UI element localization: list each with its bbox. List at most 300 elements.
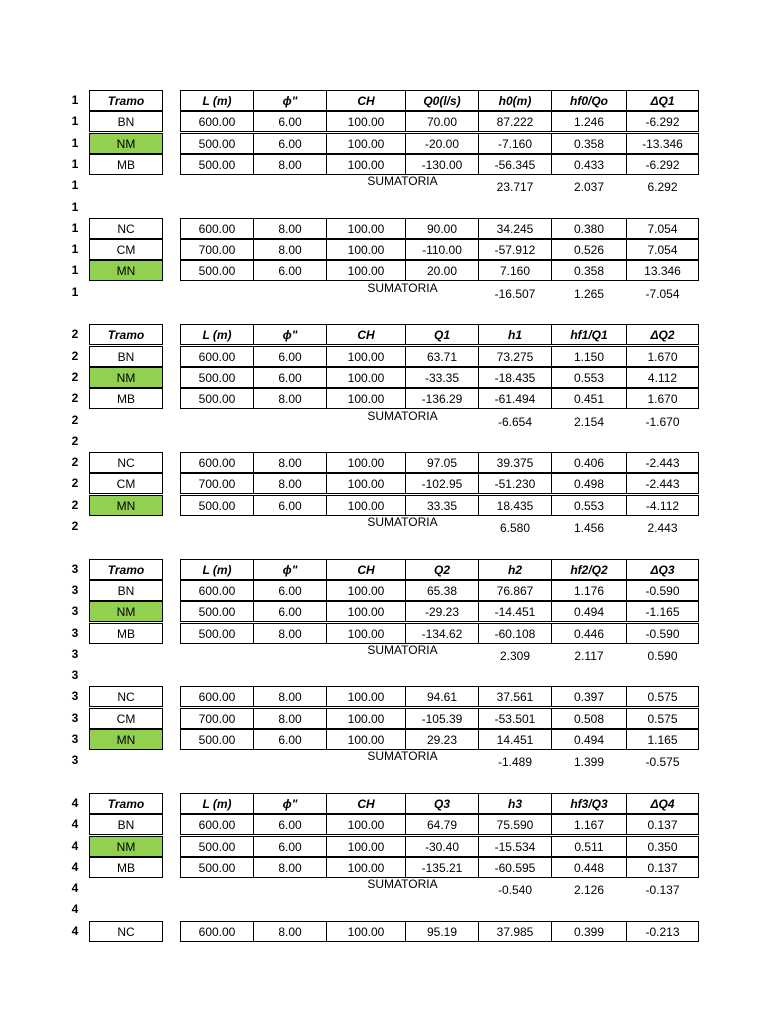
header-tramo[interactable]: Tramo xyxy=(89,559,163,580)
CH-cell[interactable]: 100.00 xyxy=(326,580,406,601)
dq-cell[interactable]: -2.443 xyxy=(626,452,699,473)
header-Q[interactable]: Q2 xyxy=(405,559,479,580)
phi-cell[interactable]: 8.00 xyxy=(253,686,327,707)
hfq-cell[interactable]: 0.451 xyxy=(551,388,627,409)
Q-cell[interactable]: 20.00 xyxy=(405,260,479,281)
Q-cell[interactable]: 63.71 xyxy=(405,346,479,367)
table-row xyxy=(0,708,768,729)
phi-cell[interactable]: 6.00 xyxy=(253,111,327,132)
Q-cell[interactable]: -130.00 xyxy=(405,154,479,175)
iteration-number: 1 xyxy=(71,284,79,299)
hfq-cell[interactable]: 0.358 xyxy=(551,133,627,154)
dq-cell[interactable]: 7.054 xyxy=(626,218,699,239)
dq-cell[interactable]: 4.112 xyxy=(626,367,699,388)
tramo-cell[interactable]: NM xyxy=(89,367,163,388)
iteration-number: 3 xyxy=(71,753,79,768)
sum-h[interactable]: 2.309 xyxy=(499,648,531,663)
header-h[interactable]: h1 xyxy=(478,324,552,345)
table-row xyxy=(0,921,768,942)
h-cell[interactable]: 39.375 xyxy=(478,452,552,473)
sum-h[interactable]: -1.489 xyxy=(497,755,533,770)
CH-cell[interactable]: 100.00 xyxy=(326,452,406,473)
h-cell[interactable]: -14.451 xyxy=(478,601,552,622)
tramo-cell[interactable]: NC xyxy=(89,686,163,707)
dq-cell[interactable]: 1.670 xyxy=(626,346,699,367)
hfq-cell[interactable]: 1.150 xyxy=(551,346,627,367)
tramo-cell[interactable]: BN xyxy=(89,814,163,835)
CH-cell[interactable]: 100.00 xyxy=(326,154,406,175)
phi-cell[interactable]: 8.00 xyxy=(253,921,327,942)
sum-dq[interactable]: 0.590 xyxy=(647,648,678,663)
sumatoria-label: SUMATORIA xyxy=(367,749,438,764)
hfq-cell[interactable]: 0.553 xyxy=(551,495,627,516)
h-cell[interactable]: -61.494 xyxy=(478,388,552,409)
CH-cell[interactable]: 100.00 xyxy=(326,623,406,644)
tramo-cell[interactable]: MB xyxy=(89,623,163,644)
L-cell[interactable]: 600.00 xyxy=(180,814,254,835)
iteration-number: 2 xyxy=(71,391,79,406)
h-cell[interactable]: -56.345 xyxy=(478,154,552,175)
iteration-number: 3 xyxy=(71,689,79,704)
Q-cell[interactable]: -29.23 xyxy=(405,601,479,622)
table-row xyxy=(0,346,768,367)
iteration-number: 2 xyxy=(71,327,79,342)
sumatoria-label: SUMATORIA xyxy=(367,642,438,657)
header-h[interactable]: h2 xyxy=(478,559,552,580)
header-h[interactable]: h3 xyxy=(478,793,552,814)
sum-hfq[interactable]: 2.154 xyxy=(573,414,605,429)
table-row xyxy=(0,218,768,239)
phi-cell[interactable]: 6.00 xyxy=(253,814,327,835)
sumatoria-label: SUMATORIA xyxy=(367,174,438,189)
tramo-cell[interactable]: CM xyxy=(89,473,163,494)
sum-dq[interactable]: -0.137 xyxy=(645,883,680,898)
iteration-number: 3 xyxy=(71,561,79,576)
tramo-cell[interactable]: BN xyxy=(89,111,163,132)
dq-cell[interactable]: 0.137 xyxy=(626,814,699,835)
blank-row xyxy=(0,431,768,452)
phi-cell[interactable]: 6.00 xyxy=(253,729,327,750)
Q-cell[interactable]: 95.19 xyxy=(405,921,479,942)
sumatoria-row xyxy=(0,282,768,303)
header-row xyxy=(0,793,768,814)
header-row xyxy=(0,90,768,111)
tramo-cell[interactable]: CM xyxy=(89,708,163,729)
iteration-number: 2 xyxy=(71,519,79,533)
phi-cell[interactable]: 8.00 xyxy=(253,452,327,473)
CH-cell[interactable]: 100.00 xyxy=(326,133,406,154)
iteration-number: 1 xyxy=(71,242,79,257)
sumatoria-row xyxy=(0,878,768,899)
header-CH[interactable]: CH xyxy=(326,793,406,814)
h-cell[interactable]: -60.595 xyxy=(478,857,552,878)
tramo-cell[interactable]: NC xyxy=(89,218,163,239)
CH-cell[interactable]: 100.00 xyxy=(326,686,406,707)
phi-cell[interactable]: 6.00 xyxy=(253,346,327,367)
dq-cell[interactable]: 1.670 xyxy=(626,388,699,409)
L-cell[interactable]: 600.00 xyxy=(180,218,254,239)
CH-cell[interactable]: 100.00 xyxy=(326,601,406,622)
Q-cell[interactable]: -102.95 xyxy=(405,473,479,494)
h-cell[interactable]: 14.451 xyxy=(478,729,552,750)
CH-cell[interactable]: 100.00 xyxy=(326,388,406,409)
Q-cell[interactable]: -135.21 xyxy=(405,857,479,878)
h-cell[interactable]: -57.912 xyxy=(478,239,552,260)
hfq-cell[interactable]: 0.399 xyxy=(551,921,627,942)
phi-cell[interactable]: 6.00 xyxy=(253,836,327,857)
L-cell[interactable]: 600.00 xyxy=(180,346,254,367)
L-cell[interactable]: 700.00 xyxy=(180,708,254,729)
hfq-cell[interactable]: 0.508 xyxy=(551,708,627,729)
sum-hfq[interactable]: 2.037 xyxy=(573,180,605,195)
sum-h[interactable]: -16.507 xyxy=(494,286,536,301)
header-L[interactable]: L (m) xyxy=(180,793,254,814)
h-cell[interactable]: 18.435 xyxy=(478,495,552,516)
sumatoria-row xyxy=(0,644,768,665)
h-cell[interactable]: 37.561 xyxy=(478,686,552,707)
header-L[interactable]: L (m) xyxy=(180,90,254,111)
phi-cell[interactable]: 8.00 xyxy=(253,473,327,494)
phi-cell[interactable]: 8.00 xyxy=(253,388,327,409)
header-L[interactable]: L (m) xyxy=(180,559,254,580)
table-row xyxy=(0,367,768,388)
hfq-cell[interactable]: 0.406 xyxy=(551,452,627,473)
sumatoria-row xyxy=(0,410,768,431)
CH-cell[interactable]: 100.00 xyxy=(326,495,406,516)
phi-cell[interactable]: 6.00 xyxy=(253,495,327,516)
table-row xyxy=(0,836,768,857)
tramo-cell[interactable]: MN xyxy=(89,495,163,516)
sum-dq[interactable]: 2.443 xyxy=(647,521,678,535)
iteration-number: 3 xyxy=(71,625,79,640)
sum-hfq[interactable]: 1.399 xyxy=(573,755,605,770)
L-cell[interactable]: 500.00 xyxy=(180,260,254,281)
h-cell[interactable]: -15.534 xyxy=(478,836,552,857)
header-h[interactable]: h0(m) xyxy=(478,90,552,111)
header-hfq[interactable]: hf0/Qo xyxy=(551,90,627,111)
h-cell[interactable]: 75.590 xyxy=(478,814,552,835)
dq-cell[interactable]: -0.590 xyxy=(626,623,699,644)
h-cell[interactable]: 37.985 xyxy=(478,921,552,942)
iteration-number: 3 xyxy=(71,646,79,661)
hfq-cell[interactable]: 1.176 xyxy=(551,580,627,601)
L-cell[interactable]: 700.00 xyxy=(180,473,254,494)
dq-cell[interactable]: 1.165 xyxy=(626,729,699,750)
hfq-cell[interactable]: 0.380 xyxy=(551,218,627,239)
table-row xyxy=(0,239,768,260)
hfq-cell[interactable]: 1.167 xyxy=(551,814,627,835)
phi-cell[interactable]: 6.00 xyxy=(253,367,327,388)
h-cell[interactable]: 73.275 xyxy=(478,346,552,367)
header-CH[interactable]: CH xyxy=(326,324,406,345)
sumatoria-row xyxy=(0,175,768,196)
dq-cell[interactable]: 7.054 xyxy=(626,239,699,260)
hfq-cell[interactable]: 0.494 xyxy=(551,729,627,750)
dq-cell[interactable]: -2.443 xyxy=(626,473,699,494)
iteration-number: 4 xyxy=(71,795,79,810)
header-dq[interactable]: ΔQ4 xyxy=(626,793,699,814)
iteration-number: 2 xyxy=(71,412,79,427)
sumatoria-row xyxy=(0,516,768,537)
hfq-cell[interactable]: 0.446 xyxy=(551,623,627,644)
header-tramo[interactable]: Tramo xyxy=(89,793,163,814)
phi-cell[interactable]: 6.00 xyxy=(253,580,327,601)
sumatoria-label: SUMATORIA xyxy=(367,408,438,423)
CH-cell[interactable]: 100.00 xyxy=(326,708,406,729)
Q-cell[interactable]: 29.23 xyxy=(405,729,479,750)
header-L[interactable]: L (m) xyxy=(180,324,254,345)
L-cell[interactable]: 500.00 xyxy=(180,729,254,750)
blank-row xyxy=(0,899,768,920)
h-cell[interactable]: -51.230 xyxy=(478,473,552,494)
dq-cell[interactable]: -0.590 xyxy=(626,580,699,601)
CH-cell[interactable]: 100.00 xyxy=(326,346,406,367)
tramo-cell[interactable]: NM xyxy=(89,601,163,622)
iteration-number: 1 xyxy=(71,135,79,150)
phi-cell[interactable]: 6.00 xyxy=(253,260,327,281)
h-cell[interactable]: 7.160 xyxy=(478,260,552,281)
Q-cell[interactable]: -136.29 xyxy=(405,388,479,409)
Q-cell[interactable]: 90.00 xyxy=(405,218,479,239)
tramo-cell[interactable]: NC xyxy=(89,921,163,942)
Q-cell[interactable]: -20.00 xyxy=(405,133,479,154)
L-cell[interactable]: 500.00 xyxy=(180,495,254,516)
tramo-cell[interactable]: MB xyxy=(89,857,163,878)
tramo-cell[interactable]: NC xyxy=(89,452,163,473)
blank-row xyxy=(0,197,768,218)
tramo-cell[interactable]: MN xyxy=(89,260,163,281)
h-cell[interactable]: -7.160 xyxy=(478,133,552,154)
sum-hfq[interactable]: 2.117 xyxy=(574,648,604,663)
header-hfq[interactable]: hf1/Q1 xyxy=(551,324,627,345)
sum-hfq[interactable]: 2.126 xyxy=(573,883,605,898)
iteration-number: 2 xyxy=(71,476,79,491)
CH-cell[interactable]: 100.00 xyxy=(326,473,406,494)
iteration-number: 4 xyxy=(71,881,79,896)
L-cell[interactable]: 500.00 xyxy=(180,388,254,409)
L-cell[interactable]: 600.00 xyxy=(180,452,254,473)
CH-cell[interactable]: 100.00 xyxy=(326,729,406,750)
header-dq[interactable]: ΔQ2 xyxy=(626,324,699,345)
tramo-cell[interactable]: NM xyxy=(89,836,163,857)
sumatoria-label: SUMATORIA xyxy=(367,515,438,529)
L-cell[interactable]: 500.00 xyxy=(180,836,254,857)
tramo-cell[interactable]: MN xyxy=(89,729,163,750)
table-row xyxy=(0,473,768,494)
hfq-cell[interactable]: 1.246 xyxy=(551,111,627,132)
L-cell[interactable]: 500.00 xyxy=(180,133,254,154)
tramo-cell[interactable]: BN xyxy=(89,580,163,601)
header-Q[interactable]: Q0(l/s) xyxy=(405,90,479,111)
header-Q[interactable]: Q3 xyxy=(405,793,479,814)
hfq-cell[interactable]: 0.511 xyxy=(551,836,627,857)
iteration-number: 4 xyxy=(71,902,79,917)
phi-cell[interactable]: 8.00 xyxy=(253,218,327,239)
phi-cell[interactable]: 6.00 xyxy=(253,133,327,154)
Q-cell[interactable]: 64.79 xyxy=(405,814,479,835)
L-cell[interactable]: 600.00 xyxy=(180,686,254,707)
table-row xyxy=(0,814,768,835)
L-cell[interactable]: 600.00 xyxy=(180,580,254,601)
h-cell[interactable]: 76.867 xyxy=(478,580,552,601)
header-tramo[interactable]: Tramo xyxy=(89,90,163,111)
Q-cell[interactable]: -33.35 xyxy=(405,367,479,388)
hfq-cell[interactable]: 0.553 xyxy=(551,367,627,388)
h-cell[interactable]: -60.108 xyxy=(478,623,552,644)
Q-cell[interactable]: -134.62 xyxy=(405,623,479,644)
h-cell[interactable]: 87.222 xyxy=(478,111,552,132)
dq-cell[interactable]: 0.350 xyxy=(626,836,699,857)
Q-cell[interactable]: -110.00 xyxy=(405,239,479,260)
Q-cell[interactable]: 94.61 xyxy=(405,686,479,707)
L-cell[interactable]: 600.00 xyxy=(180,921,254,942)
iteration-number: 2 xyxy=(71,497,79,512)
phi-cell[interactable]: 8.00 xyxy=(253,857,327,878)
Q-cell[interactable]: 33.35 xyxy=(405,495,479,516)
dq-cell[interactable]: -1.165 xyxy=(626,601,699,622)
hfq-cell[interactable]: 0.448 xyxy=(551,857,627,878)
iteration-number: 4 xyxy=(71,859,79,874)
h-cell[interactable]: -53.501 xyxy=(478,708,552,729)
sum-dq[interactable]: -1.670 xyxy=(645,414,680,429)
header-tramo[interactable]: Tramo xyxy=(89,324,163,345)
tramo-cell[interactable]: NM xyxy=(89,133,163,154)
dq-cell[interactable]: -6.292 xyxy=(626,111,699,132)
CH-cell[interactable]: 100.00 xyxy=(326,260,406,281)
sum-h[interactable]: 6.580 xyxy=(499,521,531,535)
CH-cell[interactable]: 100.00 xyxy=(326,857,406,878)
header-phi[interactable]: ϕ" xyxy=(253,90,327,111)
iteration-number: 1 xyxy=(71,220,79,235)
Q-cell[interactable]: 97.05 xyxy=(405,452,479,473)
dq-cell[interactable]: 0.137 xyxy=(626,857,699,878)
sumatoria-label: SUMATORIA xyxy=(367,877,438,892)
iteration-number: 1 xyxy=(71,199,79,214)
hfq-cell[interactable]: 0.397 xyxy=(551,686,627,707)
dq-cell[interactable]: 0.575 xyxy=(626,708,699,729)
header-hfq[interactable]: hf2/Q2 xyxy=(551,559,627,580)
sum-dq[interactable]: 6.292 xyxy=(647,180,678,195)
iteration-number: 2 xyxy=(71,369,79,384)
CH-cell[interactable]: 100.00 xyxy=(326,814,406,835)
iteration-number: 4 xyxy=(71,923,79,938)
sum-hfq[interactable]: 1.265 xyxy=(573,286,605,301)
sum-h[interactable]: -0.540 xyxy=(497,883,533,898)
blank-row xyxy=(0,665,768,686)
header-phi[interactable]: ϕ" xyxy=(253,559,327,580)
CH-cell[interactable]: 100.00 xyxy=(326,111,406,132)
iteration-number: 3 xyxy=(71,582,79,597)
header-row xyxy=(0,324,768,345)
L-cell[interactable]: 500.00 xyxy=(180,623,254,644)
iteration-number: 4 xyxy=(71,838,79,853)
Q-cell[interactable]: -30.40 xyxy=(405,836,479,857)
dq-cell[interactable]: 13.346 xyxy=(626,260,699,281)
L-cell[interactable]: 500.00 xyxy=(180,601,254,622)
dq-cell[interactable]: -4.112 xyxy=(626,495,699,516)
dq-cell[interactable]: -0.213 xyxy=(626,921,699,942)
sum-h[interactable]: 23.717 xyxy=(496,180,534,195)
hfq-cell[interactable]: 0.498 xyxy=(551,473,627,494)
header-phi[interactable]: ϕ" xyxy=(253,324,327,345)
iteration-number: 2 xyxy=(71,348,79,363)
hfq-cell[interactable]: 0.358 xyxy=(551,260,627,281)
iteration-number: 2 xyxy=(71,433,79,448)
iteration-number: 1 xyxy=(71,178,79,193)
Q-cell[interactable]: 70.00 xyxy=(405,111,479,132)
sum-h[interactable]: -6.654 xyxy=(497,414,533,429)
iteration-number: 3 xyxy=(71,732,79,746)
phi-cell[interactable]: 8.00 xyxy=(253,154,327,175)
iteration-number: 1 xyxy=(71,263,79,278)
header-CH[interactable]: CH xyxy=(326,90,406,111)
CH-cell[interactable]: 100.00 xyxy=(326,218,406,239)
L-cell[interactable]: 500.00 xyxy=(180,154,254,175)
dq-cell[interactable]: 0.575 xyxy=(626,686,699,707)
L-cell[interactable]: 600.00 xyxy=(180,111,254,132)
sumatoria-row xyxy=(0,750,768,771)
table-row xyxy=(0,452,768,473)
L-cell[interactable]: 700.00 xyxy=(180,239,254,260)
iteration-number: 3 xyxy=(71,668,79,683)
tramo-cell[interactable]: MB xyxy=(89,154,163,175)
iteration-number: 1 xyxy=(71,93,79,107)
phi-cell[interactable]: 6.00 xyxy=(253,601,327,622)
hfq-cell[interactable]: 0.526 xyxy=(551,239,627,260)
header-hfq[interactable]: hf3/Q3 xyxy=(551,793,627,814)
tramo-cell[interactable]: BN xyxy=(89,346,163,367)
phi-cell[interactable]: 8.00 xyxy=(253,239,327,260)
h-cell[interactable]: -18.435 xyxy=(478,367,552,388)
sum-hfq[interactable]: 1.456 xyxy=(573,521,605,535)
h-cell[interactable]: 34.245 xyxy=(478,218,552,239)
table-row xyxy=(0,111,768,132)
iteration-number: 1 xyxy=(71,156,79,171)
Q-cell[interactable]: -105.39 xyxy=(405,708,479,729)
header-dq[interactable]: ΔQ1 xyxy=(626,90,699,111)
Q-cell[interactable]: 65.38 xyxy=(405,580,479,601)
header-dq[interactable]: ΔQ3 xyxy=(626,559,699,580)
CH-cell[interactable]: 100.00 xyxy=(326,836,406,857)
iteration-number: 1 xyxy=(71,114,79,129)
dq-cell[interactable]: -6.292 xyxy=(626,154,699,175)
tramo-cell[interactable]: CM xyxy=(89,239,163,260)
tramo-cell[interactable]: MB xyxy=(89,388,163,409)
L-cell[interactable]: 500.00 xyxy=(180,857,254,878)
CH-cell[interactable]: 100.00 xyxy=(326,921,406,942)
sum-dq[interactable]: -7.054 xyxy=(645,286,680,301)
CH-cell[interactable]: 100.00 xyxy=(326,367,406,388)
table-row xyxy=(0,686,768,707)
sum-dq[interactable]: -0.575 xyxy=(645,755,680,770)
iteration-number: 2 xyxy=(71,455,79,470)
hfq-cell[interactable]: 0.494 xyxy=(551,601,627,622)
header-Q[interactable]: Q1 xyxy=(405,324,479,345)
header-phi[interactable]: ϕ" xyxy=(253,793,327,814)
hfq-cell[interactable]: 0.433 xyxy=(551,154,627,175)
iteration-number: 4 xyxy=(71,817,79,832)
dq-cell[interactable]: -13.346 xyxy=(626,133,699,154)
sumatoria-label: SUMATORIA xyxy=(367,280,438,295)
CH-cell[interactable]: 100.00 xyxy=(326,239,406,260)
table-row xyxy=(0,580,768,601)
header-row xyxy=(0,559,768,580)
phi-cell[interactable]: 8.00 xyxy=(253,623,327,644)
header-CH[interactable]: CH xyxy=(326,559,406,580)
phi-cell[interactable]: 8.00 xyxy=(253,708,327,729)
L-cell[interactable]: 500.00 xyxy=(180,367,254,388)
iteration-number: 3 xyxy=(71,710,79,725)
